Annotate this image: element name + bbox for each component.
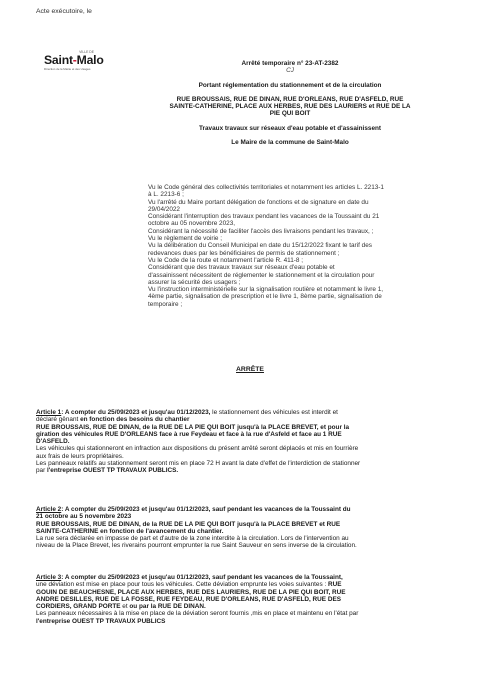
article-label: Article 3 xyxy=(36,574,62,581)
considerant-line: Vu le règlement de voirie ; xyxy=(148,235,223,243)
considerant-line: temporaire ; xyxy=(148,300,183,308)
article-label: Article 2 xyxy=(36,506,62,513)
considerant-line: Vu le Code de la route et notamment l'article R. 411-8 ; xyxy=(148,256,304,264)
considerants-block xyxy=(148,184,468,308)
logo-name: Saint-Malo xyxy=(44,53,104,67)
considerant-line: octobre au 05 novembre 2023, xyxy=(148,220,236,228)
article-text-line: Les panneaux relatifs au stationnement seront mis en place 72 H avant la date d'effet de l'interdiction de stationner xyxy=(36,460,361,468)
article-streets-line: giration des véhicules RUE D'ORLEANS face à rue Feydeau et face à la rue d'Asfeld et face au 1 RUE xyxy=(36,430,342,438)
considerant-line: Considérant l'interruption des travaux pendant les vacances de la Toussaint du 21 xyxy=(148,213,380,221)
considerant-line: à L. 2213-6 ; xyxy=(148,191,184,199)
logo-direction: Direction de la Mairie et des Usages xyxy=(44,67,91,71)
works-title: Travaux travaux sur réseaux d'eau potable et d'assainissent xyxy=(198,124,382,132)
considerant-line: Vu l'arrêté du Maire portant délégation de fonctions et de signature en date du xyxy=(148,198,369,206)
article-3: Article 3: A compter du 25/09/2023 et jusqu'au 01/12/2023, sauf pendant les vacances de la Toussaint, une déviation est mise en place pour tous les véhicules. Cette déviation emprunte les voies suivantes : RUE GOUIN DE BEAUCHESNE, PLACE AUX HERBES, RUE DES LAURIERS, RUE DE LA PIE QUI BOIT, RUE ANDRE DESILLES, RUE DE LA FOSSE, RUE FEYDEAU, RUE D'ORLEANS, RUE D'ASFELD, RUE DES CORDIERS, GRAND PORTE et ou par la RUE DE DINAN. Les panneaux nécessaires à la mise en place de la déviation seront fournis ,mis en place et maintenu en l'état par l'entreprise OUEST TP TRAVAUX PUBLICS xyxy=(36,574,359,625)
considerant-line: redevances dues par les bénéficiaires de permis de stationnement ; xyxy=(148,249,340,257)
considerant-line: Vu l'instruction interministérielle sur la signalisation routière et notamment le livre 1, xyxy=(148,286,384,294)
document-header xyxy=(100,60,480,146)
author-initials: CJ xyxy=(286,67,294,75)
street-list-line: PIE QUI BOIT xyxy=(269,110,311,118)
considerant-line: Vu le Code général des collectivités territoriales et notamment les articles L. 2213-1 xyxy=(148,184,384,191)
considerant-line: assurer la sécurité des usagers ; xyxy=(148,278,241,286)
mayor-line: Le Maire de la commune de Saint-Malo xyxy=(231,139,349,147)
article-text-line: aux frais de leurs propriétaires. xyxy=(36,452,124,460)
considerant-line: 4ème partie, signalisation de prescription et le livre 1, 8ème partie, signalisation de xyxy=(148,293,382,301)
logo-ville-de: VILLE DE xyxy=(79,50,94,54)
article-1: Article 1: A compter du 25/09/2023 et jusqu'au 01/12/2023, le stationnement des véhicules est interdit et déclaré gênant en fonction des besoins du chantier RUE BROUSSAIS, RUE DE DINAN, de la RUE DE LA PIE QUI BOIT jusqu'à la PLACE BREVET, et pour la giration des véhicules RUE D'ORLEANS face à rue Feydeau et face à la rue d'Asfeld et face au 1 RUE D'ASFELD. Les véhicules qui stationneront en infraction aux dispositions du présent arrêté seront déplacés et mis en fourrière aux frais de leurs propriétaires. Les panneaux relatifs au stationnement seront mis en place 72 H avant la date d'effet de l'interdiction de stationner par l'entreprise OUEST TP TRAVAUX PUBLICS. xyxy=(36,409,464,475)
considerant-line: Considérant la nécessité de faciliter l'accès des livraisons pendant les travaux, ; xyxy=(148,227,374,235)
executory-note: Acte exécutoire, le xyxy=(36,8,92,15)
article-text-line: Les véhicules qui stationneront en infraction aux dispositions du présent arrêté seront déplacés et mis en fourrière xyxy=(36,445,359,453)
article-2: Article 2: A compter du 25/09/2023 et jusqu'au 01/12/2023, sauf pendant les vacances de la Toussaint du 21 octobre au 5 novembre 2023 RUE BROUSSAIS, RUE DE DINAN, de la RUE DE LA PIE QUI BOIT jusqu'à la PLACE BREVET et RUE SAINTE-CATHERINE en fonction de l'avancement du chantier. La rue sera déclarée en impasse de part et d'autre de la zone interdite à la circulation. Lors de l'intervention au niveau de la Place Brevet, les riverains pourront emprunter la rue Saint Sauveur en sens inverse de la circulation. xyxy=(36,506,357,550)
subject-line: Portant réglementation du stationnement et de la circulation xyxy=(198,81,382,89)
considerant-line: 29/04/2022 xyxy=(148,205,180,213)
saint-malo-logo xyxy=(44,50,104,71)
arrete-number: Arrêté temporaire n° 23-AT-2382 xyxy=(241,60,339,67)
article-label: Article 1 xyxy=(36,409,62,416)
considerant-line: Considérant que des travaux travaux sur réseaux d'eau potable et xyxy=(148,264,335,272)
considerant-line: Vu la délibération du Conseil Municipal en date du 15/12/2022 fixant le tarif des xyxy=(148,242,372,250)
article-streets-line: D'ASFELD. xyxy=(36,438,70,446)
considerant-line: d'assainissent nécessitent de réglementer le stationnement et la circulation pour xyxy=(148,271,375,279)
arrete-title: ARRÊTE xyxy=(236,366,264,373)
street-list-line: SAINTE-CATHERINE, PLACE AUX HERBES, RUE DES LAURIERS et RUE DE LA xyxy=(169,103,411,111)
article-streets-line: RUE BROUSSAIS, RUE DE DINAN, de la RUE DE LA PIE QUI BOIT jusqu'à la PLACE BREVET, et pour la xyxy=(36,423,350,431)
street-list-line: RUE BROUSSAIS, RUE DE DINAN, RUE D'ORLEANS, RUE D'ASFELD, RUE xyxy=(176,95,404,103)
